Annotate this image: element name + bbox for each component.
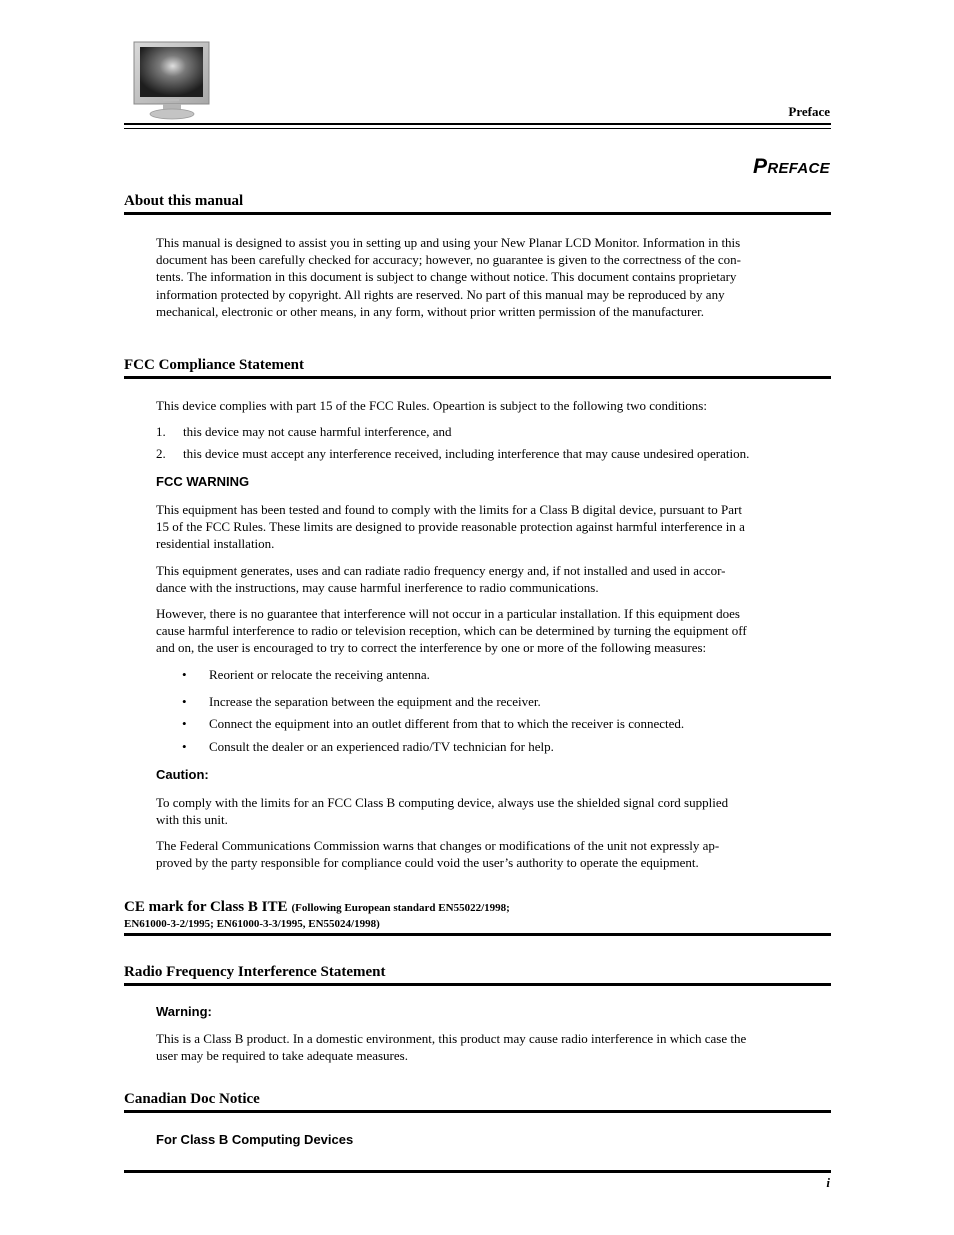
caution-paragraph-2	[156, 837, 830, 871]
text-line: However, there is no guarantee that interference will not occur in a particular installation. If this equipment does	[156, 606, 740, 621]
text-line: mechanical, electronic or other means, in any form, without prior written permission of the manufacturer.	[156, 303, 704, 319]
measure-text: Increase the separation between the equipment and the receiver.	[209, 694, 541, 709]
about-paragraph	[156, 234, 830, 320]
section-rule	[124, 376, 831, 379]
fcc-intro: This device complies with part 15 of the FCC Rules. Opeartion is subject to the following two conditions:	[156, 398, 707, 413]
text-line: with this unit.	[156, 812, 228, 828]
header-rule	[124, 123, 831, 129]
measure-item	[182, 738, 554, 755]
text-line: This equipment generates, uses and can radiate radio frequency energy and, if not installed and used in accor-	[156, 563, 726, 578]
condition-number: 1.	[156, 424, 166, 439]
rfi-paragraph	[156, 1030, 830, 1064]
canadian-subheading: For Class B Computing Devices	[156, 1132, 354, 1147]
text-line: user may be required to take adequate measures.	[156, 1048, 408, 1064]
text-line: dance with the instructions, may cause harmful inerference to radio communications.	[156, 580, 599, 596]
section-rule	[124, 1110, 831, 1113]
text-line: cause harmful interference to radio or television reception, which can be determined by turning the equipment off	[156, 623, 747, 639]
text-line: 15 of the FCC Rules. These limits are designed to provide reasonable protection against harmful interference in a	[156, 519, 745, 535]
page-number: i	[826, 1175, 830, 1190]
measure-text: Reorient or relocate the receiving antenna.	[209, 667, 430, 682]
text-line: To comply with the limits for an FCC Class B computing device, always use the shielded signal cord supplied	[156, 795, 729, 810]
text-line: proved by the party responsible for compliance could void the user’s authority to operate the equipment.	[156, 855, 699, 871]
fcc-warning-heading: FCC WARNING	[156, 474, 250, 489]
page-title-initial: P	[753, 155, 768, 178]
bullet-icon: •	[182, 739, 187, 754]
footer-rule	[124, 1170, 831, 1173]
bullet-icon: •	[182, 694, 187, 709]
condition-text: this device must accept any interference received, including interference that may cause undesired operation.	[183, 446, 750, 461]
condition-item	[156, 445, 749, 462]
about-heading: About this manual	[124, 193, 244, 209]
measure-text: Connect the equipment into an outlet different from that to which the receiver is connected.	[209, 716, 685, 731]
fcc-heading: FCC Compliance Statement	[124, 357, 304, 373]
ce-heading-note-line2: EN61000-3-2/1995; EN61000-3-3/1995, EN55024/1998)	[124, 918, 380, 930]
ce-heading-main: CE mark for Class B ITE	[124, 899, 288, 915]
page-title	[753, 155, 830, 179]
section-rule	[124, 983, 831, 986]
section-rule	[124, 933, 831, 936]
text-line: This equipment has been tested and found to comply with the limits for a Class B digital device, pursuant to Part	[156, 502, 742, 517]
bullet-icon: •	[182, 667, 187, 682]
measure-item	[182, 666, 430, 683]
measure-text: Consult the dealer or an experienced radio/TV technician for help.	[209, 739, 554, 754]
text-line: The Federal Communications Commission warns that changes or modifications of the unit not expressly ap-	[156, 838, 720, 853]
fcc-warning-paragraph-3	[156, 605, 830, 657]
monitor-icon	[133, 41, 211, 121]
condition-item	[156, 423, 452, 440]
rfi-heading: Radio Frequency Interference Statement	[124, 964, 386, 980]
rfi-warning-heading: Warning:	[156, 1004, 212, 1019]
text-line: residential installation.	[156, 536, 275, 552]
caution-heading: Caution:	[156, 767, 209, 782]
measure-item	[182, 715, 684, 732]
condition-text: this device may not cause harmful interference, and	[183, 424, 452, 439]
caution-paragraph-1	[156, 794, 830, 828]
ce-heading	[124, 898, 831, 931]
text-line: This is a Class B product. In a domestic environment, this product may cause radio interference in which case the	[156, 1031, 747, 1046]
measure-item	[182, 693, 541, 710]
ce-heading-note: (Following European standard EN55022/1998;	[291, 902, 510, 914]
text-line: document has been carefully checked for accuracy; however, no guarantee is given to the correctness of the con-	[156, 252, 741, 268]
page-title-rest: REFACE	[767, 160, 830, 177]
section-rule	[124, 212, 831, 215]
canadian-heading: Canadian Doc Notice	[124, 1091, 260, 1107]
running-head: Preface	[788, 104, 830, 119]
fcc-warning-paragraph-2	[156, 562, 830, 596]
fcc-warning-paragraph-1	[156, 501, 830, 553]
condition-number: 2.	[156, 446, 166, 461]
text-line: information protected by copyright. All rights are reserved. No part of this manual may be reproduced by any	[156, 286, 725, 302]
text-line: tents. The information in this document is subject to change without notice. This document contains proprietary	[156, 269, 737, 285]
bullet-icon: •	[182, 716, 187, 731]
text-line: and on, the user is encouraged to try to correct the interference by one or more of the following measures:	[156, 640, 707, 656]
text-line: This manual is designed to assist you in setting up and using your New Planar LCD Monitor. Information in this	[156, 235, 741, 250]
